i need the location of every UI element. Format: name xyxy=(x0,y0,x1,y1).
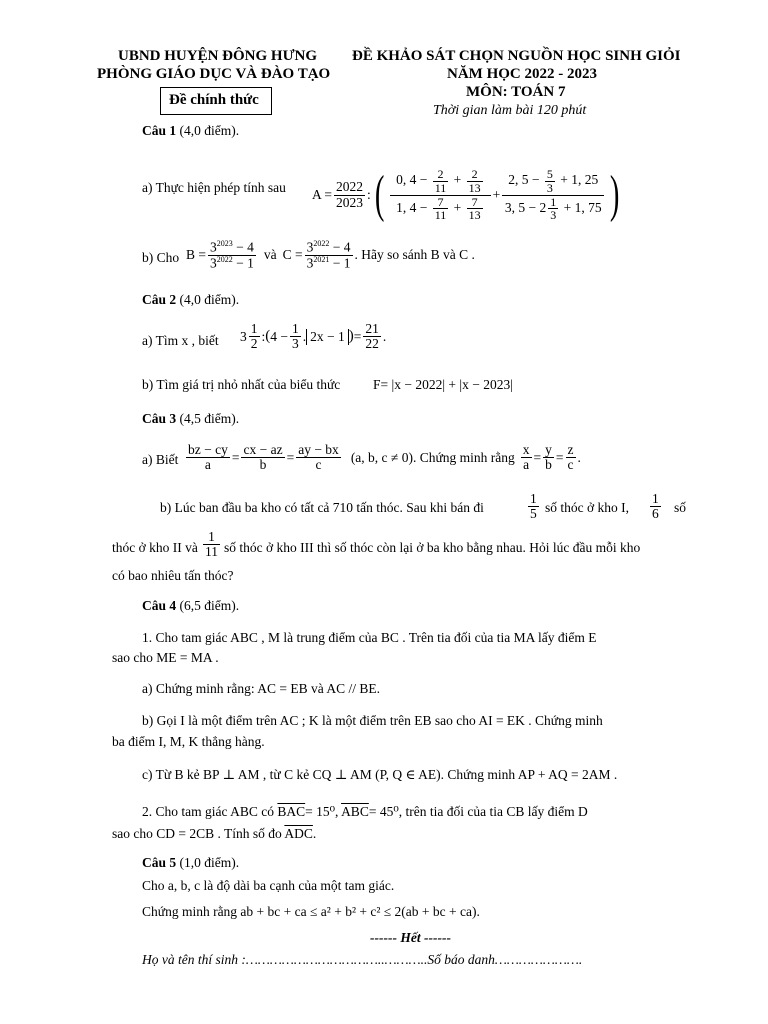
right-header-line1: ĐỀ KHẢO SÁT CHỌN NGUỒN HỌC SINH GIỎI xyxy=(352,48,681,64)
q3b-frac1: $\frac{1}{5}$ xyxy=(530,491,537,522)
q2a-prefix: a) Tìm x , biết xyxy=(142,333,219,348)
q4-p1-line2: sao cho ME = MA . xyxy=(112,650,219,665)
q3b-line1b: số thóc ở kho I, xyxy=(545,500,630,515)
q2-heading: Câu 2 (4,0 điểm). xyxy=(142,292,240,307)
q1a-formula: A = $\frac{2022}{2023}$ : ( 0, 4 − $\frac{2}{11}$ + $\frac{2}{13}$ 1, 4 − $\frac{7}{11}$ + $\frac{7}{13}$ + 2, 5 − $\frac{5}{3}$ + 1, 25 3, 5 − 2 $\frac{1}{3}$ + 1, 75 ) xyxy=(312,166,620,223)
q3b-line2a: thóc ở kho II và xyxy=(112,540,198,555)
q4b-line1: b) Gọi I là một điểm trên AC ; K là một điểm trên EB sao cho AI = EK . Chứng minh xyxy=(142,713,603,728)
candidate-info-line: Họ và tên thí sinh :……………………………..………..Số báo danh…………………. xyxy=(142,952,583,967)
q2a-formula: 3 $\frac{1}{2}$ : ( 4 − $\frac{1}{3}$ . 2x − 1 ) = $\frac{21}{22}$ . xyxy=(240,321,387,352)
q5-line2: Chứng minh rằng ab + bc + ca ≤ a² + b² + c² ≤ 2(ab + bc + ca). xyxy=(142,904,480,919)
right-header-line2: NĂM HỌC 2022 - 2023 xyxy=(447,66,597,82)
q1b-prefix: b) Cho xyxy=(142,250,180,265)
q3b-frac2: $\frac{1}{6}$ xyxy=(652,491,659,522)
q4c: c) Từ B kẻ BP ⊥ AM , từ C kẻ CQ ⊥ AM (P, Q ∈ AE). Chứng minh AP + AQ = 2AM . xyxy=(142,767,618,782)
q3b-line1c: số xyxy=(674,500,687,515)
left-header-line1: UBND HUYỆN ĐÔNG HƯNG xyxy=(118,48,318,64)
official-label: Đề chính thức xyxy=(169,92,259,108)
q3a-formula: $\frac{bz - cy}{a}$ = $\frac{cx - az}{b}$ = $\frac{ay - bx}{c}$ (a, b, c ≠ 0). Chứng minh rằng $\frac{x}{a}$ = $\frac{y}{b}$ = $\frac{z}{c}$ . xyxy=(188,442,581,473)
q3b-line2b: số thóc ở kho III thì số thóc còn lại ở ba kho bằng nhau. Hỏi lúc đầu mỗi kho xyxy=(224,540,641,555)
left-header-line2: PHÒNG GIÁO DỤC VÀ ĐÀO TẠO xyxy=(97,66,331,82)
q3-heading: Câu 3 (4,5 điểm). xyxy=(142,411,240,426)
q4-heading: Câu 4 (6,5 điểm). xyxy=(142,598,240,613)
end-marker: ------ Hết ------ xyxy=(370,930,451,945)
q3b-frac3: $\frac{1}{11}$ xyxy=(205,529,218,560)
right-header-line3: MÔN: TOÁN 7 xyxy=(466,84,566,100)
q5-line1: Cho a, b, c là độ dài ba cạnh của một tam giác. xyxy=(142,878,395,893)
q2b-expr: F= |x − 2022| + |x − 2023| xyxy=(373,377,513,392)
q3b-line1a: b) Lúc ban đầu ba kho có tất cả 710 tấn thóc. Sau khi bán đi xyxy=(160,500,484,515)
q1a-text: a) Thực hiện phép tính sau xyxy=(142,180,286,195)
q1b-formula: B = $\frac{3^{2023} - 4}{3^{2022} - 1}$ và C = $\frac{3^{2022} - 4}{3^{2021} - 1}$ . Hãy so sánh B và C . xyxy=(186,239,475,271)
q4-p2-line1: 2. Cho tam giác ABC có $\overline{BAC}= 15^0$, $\overline{ABC}= 45^0$, trên tia đối của tia CB lấy điểm D xyxy=(142,804,588,819)
q4-p2-line2: sao cho CD = 2CB . Tính số đo $\overline{ADC}$. xyxy=(112,826,317,841)
q3a-prefix: a) Biết xyxy=(142,452,179,467)
time-note: Thời gian làm bài 120 phút xyxy=(433,103,587,118)
q4a: a) Chứng minh rằng: AC = EB và AC // BE. xyxy=(142,681,381,696)
q4b-line2: ba điểm I, M, K thẳng hàng. xyxy=(112,734,265,749)
q2b-text: b) Tìm giá trị nhỏ nhất của biểu thức xyxy=(142,377,341,392)
q3b-line3: có bao nhiêu tấn thóc? xyxy=(112,568,234,583)
q1-heading: Câu 1 (4,0 điểm). xyxy=(142,123,240,138)
q5-heading: Câu 5 (1,0 điểm). xyxy=(142,855,240,870)
q4-p1-line1: 1. Cho tam giác ABC , M là trung điểm của BC . Trên tia đối của tia MA lấy điểm E xyxy=(142,630,597,645)
